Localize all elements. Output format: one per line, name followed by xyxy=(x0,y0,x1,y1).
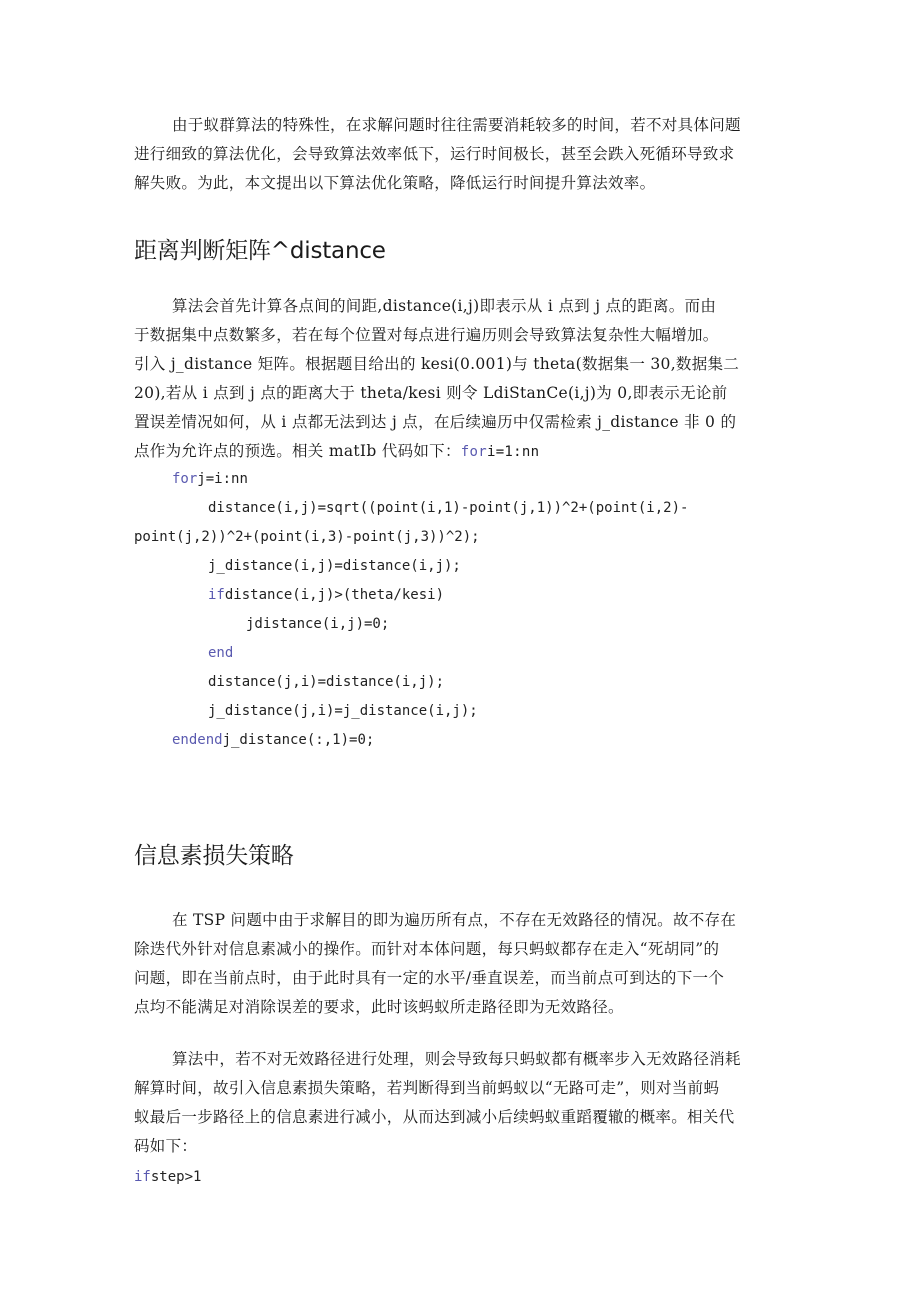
section2-paragraph-1 xyxy=(134,906,784,1022)
body-line: 码如下： xyxy=(134,1137,198,1155)
code-text: j_distance(j,i)=j_distance(i,j); xyxy=(208,703,478,719)
body-line: 除迭代外针对信息素减小的操作。而针对本体问题，每只蚂蚁都存在走入“死胡同”的 xyxy=(134,940,720,958)
code-line xyxy=(134,523,814,552)
code-line xyxy=(134,726,814,755)
body-line: 在 TSP 问题中由于求解目的即为遍历所有点，不存在无效路径的情况。故不存在 xyxy=(172,911,737,929)
body-line: 解算时间，故引入信息素损失策略，若判断得到当前蚂蚁以“无路可走”，则对当前蚂 xyxy=(134,1079,720,1097)
intro-line: 解失败。为此，本文提出以下算法优化策略，降低运行时间提升算法效率。 xyxy=(134,174,656,192)
section-heading-distance: 距离判断矩阵^distance xyxy=(134,238,386,264)
section1-paragraph xyxy=(134,292,784,467)
code-line xyxy=(134,610,814,639)
code-text: j_distance(i,j)=distance(i,j); xyxy=(208,558,461,574)
code-keyword: for xyxy=(460,444,487,460)
code-keyword: endend xyxy=(172,732,223,748)
intro-paragraph xyxy=(134,111,784,198)
intro-line: 进行细致的算法优化，会导致算法效率低下，运行时间极长，甚至会跌入死循环导致求 xyxy=(134,145,735,163)
code-text: j=i:nn xyxy=(197,471,248,487)
code-text: distance(i,j)>(theta/kesi) xyxy=(224,587,445,603)
body-line: 引入 j_distance 矩阵。根据题目给出的 kesi(0.001)与 theta(数据集一 30,数据集二 xyxy=(134,355,740,373)
code-line xyxy=(134,494,814,523)
body-line: 置误差情况如何，从 i 点都无法到达 j 点，在后续遍历中仅需检索 j_distance 非 0 的 xyxy=(134,413,737,431)
body-line: 算法会首先计算各点间的间距,distance(i,j)即表示从 i 点到 j 点的距离。而由 xyxy=(172,297,717,315)
section2-paragraph-2 xyxy=(134,1045,784,1161)
code-text: distance(i,j)=sqrt((point(i,1)-point(j,1))^2+(point(i,2)- xyxy=(208,500,689,516)
code-line xyxy=(134,1163,814,1192)
code-block-pheromone xyxy=(134,1163,814,1192)
code-text: jdistance(i,j)=0; xyxy=(246,616,390,632)
body-line: 20),若从 i 点到 j 点的距离大于 theta/kesi 则令 LdiStanCe(i,j)为 0,即表示无论前 xyxy=(134,384,728,402)
code-line xyxy=(134,465,814,494)
code-text: j_distance(:,1)=0; xyxy=(222,732,375,748)
code-block-distance xyxy=(134,465,814,755)
code-keyword: if xyxy=(208,587,225,603)
body-line: 于数据集中点数繁多，若在每个位置对每点进行遍历则会导致算法复杂性大幅增加。 xyxy=(134,326,719,344)
body-line: 算法中，若不对无效路径进行处理，则会导致每只蚂蚁都有概率步入无效路径消耗 xyxy=(172,1050,741,1068)
code-keyword: if xyxy=(134,1169,151,1185)
body-line-text: 点作为允许点的预选。相关 matIb 代码如下： xyxy=(134,442,461,460)
body-line-with-code xyxy=(134,437,784,467)
code-keyword: for xyxy=(172,471,198,487)
body-line: 蚁最后一步路径上的信息素进行减小，从而达到减小后续蚂蚁重蹈覆辙的概率。相关代 xyxy=(134,1108,735,1126)
code-line xyxy=(134,581,814,610)
code-text: step>1 xyxy=(150,1169,202,1185)
intro-line: 由于蚁群算法的特殊性，在求解问题时往往需要消耗较多的时间，若不对具体问题 xyxy=(172,116,741,134)
code-keyword: end xyxy=(208,645,234,661)
code-line xyxy=(134,639,814,668)
section-heading-pheromone: 信息素损失策略 xyxy=(134,843,294,869)
code-text: distance(j,i)=distance(i,j); xyxy=(208,674,445,690)
code-line xyxy=(134,668,814,697)
code-line xyxy=(134,697,814,726)
body-line: 点均不能满足对消除误差的要求，此时该蚂蚁所走路径即为无效路径。 xyxy=(134,998,624,1016)
code-line xyxy=(134,552,814,581)
code-text: point(j,2))^2+(point(i,3)-point(j,3))^2); xyxy=(134,529,480,545)
body-line: 问题，即在当前点时，由于此时具有一定的水平/垂直误差，而当前点可到达的下一个 xyxy=(134,969,725,987)
code-text: i=1:nn xyxy=(486,444,540,460)
